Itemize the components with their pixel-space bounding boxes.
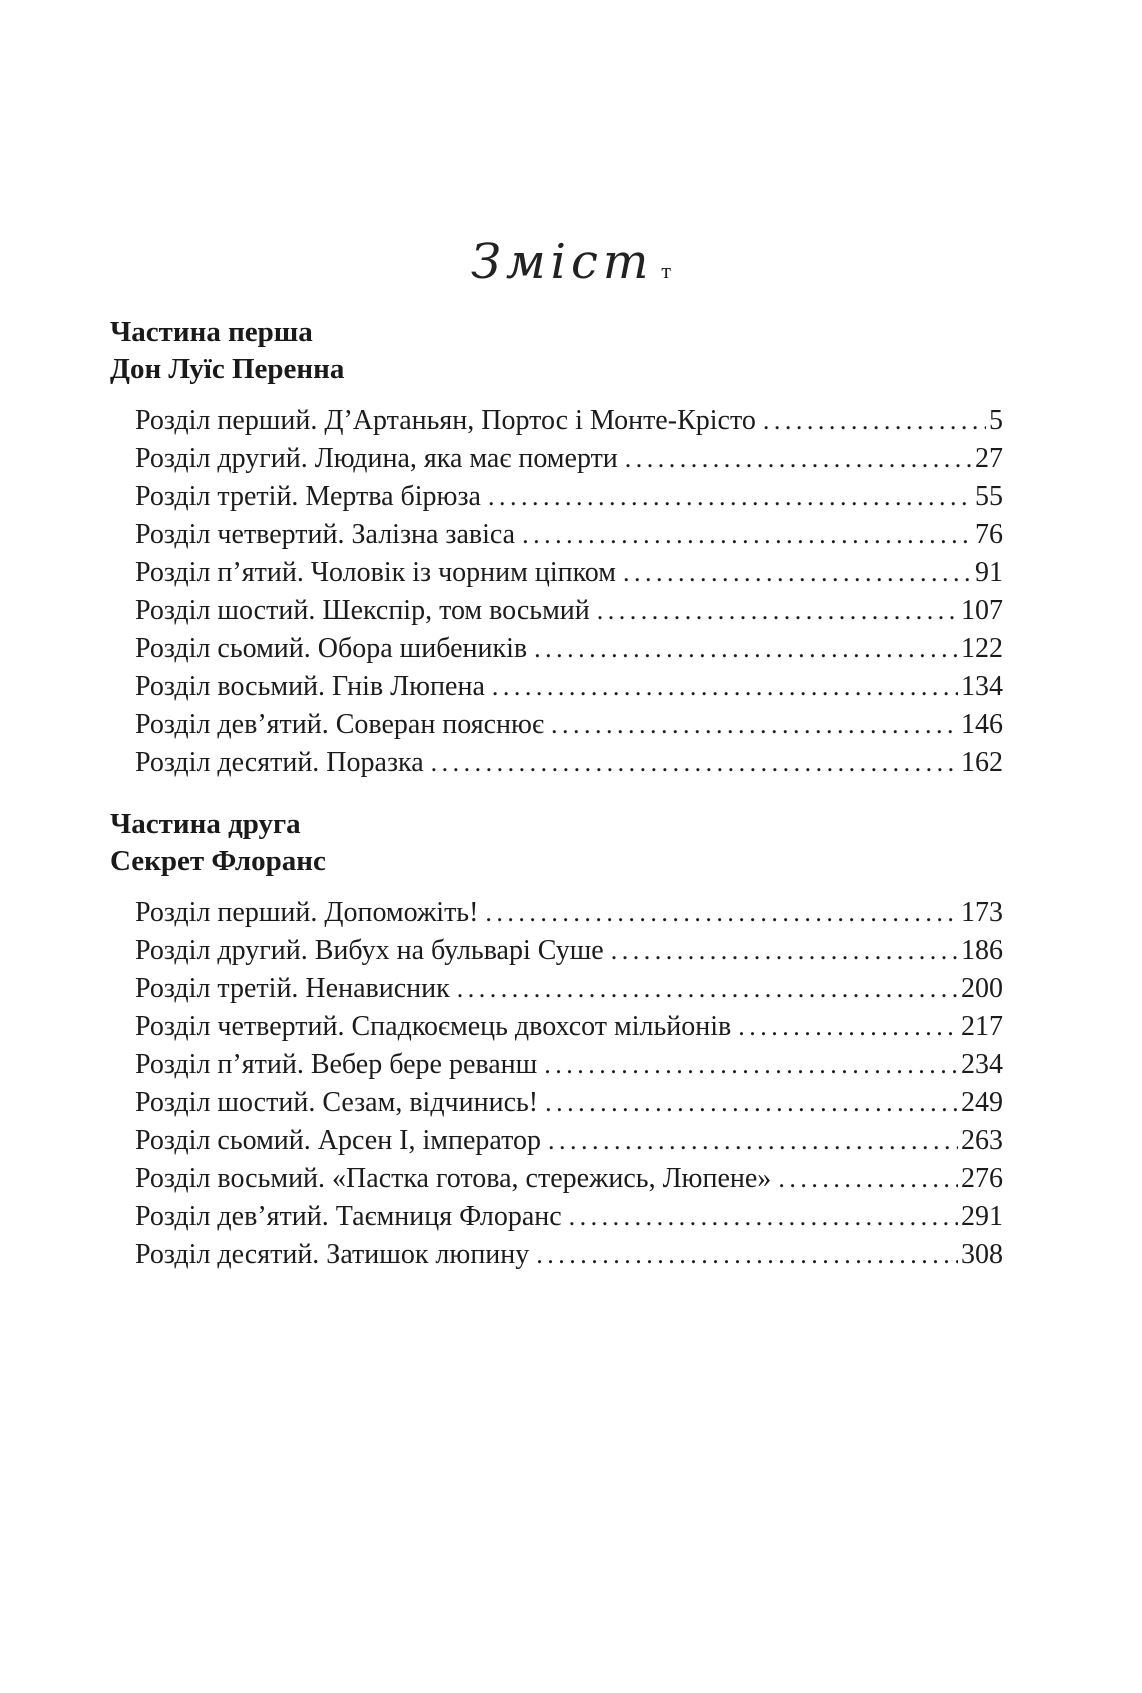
dot-leader: [569, 1198, 958, 1236]
entry-title: Розділ третій. Ненависник: [135, 973, 450, 1004]
entry-page-number: 91: [975, 557, 1003, 588]
toc-entry: [135, 402, 1003, 440]
dot-leader: [536, 1236, 958, 1274]
entry-title: Розділ четвертий. Спадкоємець двохсот мільйонів: [135, 1011, 732, 1042]
entry-title: Розділ п’ятий. Вебер бере реванш: [135, 1049, 538, 1080]
entry-title: Розділ десятий. Поразка: [135, 747, 424, 778]
entry-title: Розділ дев’ятий. Таємниця Флоранс: [135, 1201, 562, 1232]
dot-leader: [551, 706, 958, 744]
toc-section: [110, 806, 1003, 1274]
entry-title: Розділ перший. Д’Артаньян, Портос і Монте-Крісто: [135, 405, 756, 436]
entry-page-number: 162: [961, 747, 1003, 778]
dot-leader: [485, 894, 958, 932]
dot-leader: [431, 744, 958, 782]
section-heading-line1: Частина друга: [110, 808, 301, 840]
toc-entry: [135, 1122, 1003, 1160]
page-title-suffix: т: [661, 258, 672, 283]
entry-title: Розділ перший. Допоможіть!: [135, 897, 479, 928]
dot-leader: [548, 1122, 958, 1160]
entry-page-number: 134: [961, 671, 1003, 702]
dot-leader: [534, 630, 958, 668]
toc-entry: [135, 894, 1003, 932]
entry-title: Розділ другий. Вибух на бульварі Суше: [135, 935, 604, 966]
toc-entry: [135, 1084, 1003, 1122]
entry-title: Розділ сьомий. Арсен І, імператор: [135, 1125, 541, 1156]
entry-page-number: 308: [961, 1239, 1003, 1270]
page-title-script: Зміст: [470, 234, 654, 290]
toc-entry: [135, 1046, 1003, 1084]
entry-title: Розділ п’ятий. Чоловік із чорним ціпком: [135, 557, 616, 588]
dot-leader: [544, 1046, 958, 1084]
entry-page-number: 146: [961, 709, 1003, 740]
entry-page-number: 76: [975, 519, 1003, 550]
toc-entry: [135, 478, 1003, 516]
entry-title: Розділ дев’ятий. Соверан пояснює: [135, 709, 544, 740]
dot-leader: [457, 970, 958, 1008]
entry-title: Розділ сьомий. Обора шибеників: [135, 633, 528, 664]
entry-page-number: 276: [961, 1163, 1003, 1194]
entry-page-number: 5: [989, 405, 1003, 436]
dot-leader: [492, 668, 958, 706]
entry-title: Розділ третій. Мертва бірюза: [135, 481, 481, 512]
dot-leader: [738, 1008, 958, 1046]
entry-page-number: 27: [975, 443, 1003, 474]
section-entries: [110, 402, 1003, 782]
entry-page-number: 200: [961, 973, 1003, 1004]
toc-entry: [135, 932, 1003, 970]
dot-leader: [623, 554, 972, 592]
dot-leader: [611, 932, 958, 970]
toc-entry: [135, 1160, 1003, 1198]
entry-title: Розділ восьмий. Гнів Люпена: [135, 671, 485, 702]
entry-title: Розділ восьмий. «Пастка готова, стережись, Люпене»: [135, 1163, 772, 1194]
entry-title: Розділ шостий. Сезам, відчинись!: [135, 1087, 539, 1118]
toc-entry: [135, 1236, 1003, 1274]
toc-entry: [135, 668, 1003, 706]
toc-entry: [135, 744, 1003, 782]
toc-entry: [135, 630, 1003, 668]
dot-leader: [625, 440, 972, 478]
entry-title: Розділ другий. Людина, яка має померти: [135, 443, 618, 474]
section-heading-line1: Частина перша: [110, 316, 313, 348]
dot-leader: [545, 1084, 958, 1122]
toc-entry: [135, 970, 1003, 1008]
entry-page-number: 291: [961, 1201, 1003, 1232]
toc-entry: [135, 440, 1003, 478]
toc-entry: [135, 706, 1003, 744]
dot-leader: [597, 592, 958, 630]
entry-title: Розділ четвертий. Залізна завіса: [135, 519, 516, 550]
toc-sections: [110, 314, 1003, 1274]
toc-entry: [135, 592, 1003, 630]
entry-page-number: 107: [961, 595, 1003, 626]
section-heading: [110, 314, 1003, 388]
toc-entry: [135, 516, 1003, 554]
page-title: [0, 0, 1142, 290]
dot-leader: [522, 516, 972, 554]
entry-page-number: 234: [961, 1049, 1003, 1080]
section-heading: [110, 806, 1003, 880]
toc-entry: [135, 554, 1003, 592]
dot-leader: [488, 478, 972, 516]
entry-page-number: 173: [961, 897, 1003, 928]
section-heading-line2: Секрет Флоранс: [110, 845, 326, 877]
section-heading-line2: Дон Луїс Перенна: [110, 353, 345, 385]
dot-leader: [763, 402, 986, 440]
dot-leader: [778, 1160, 958, 1198]
entry-page-number: 186: [961, 935, 1003, 966]
toc-entry: [135, 1008, 1003, 1046]
entry-title: Розділ шостий. Шекспір, том восьмий: [135, 595, 590, 626]
entry-title: Розділ десятий. Затишок люпину: [135, 1239, 530, 1270]
toc-section: [110, 314, 1003, 782]
entry-page-number: 217: [961, 1011, 1003, 1042]
entry-page-number: 122: [961, 633, 1003, 664]
entry-page-number: 249: [961, 1087, 1003, 1118]
entry-page-number: 263: [961, 1125, 1003, 1156]
toc-entry: [135, 1198, 1003, 1236]
section-entries: [110, 894, 1003, 1274]
entry-page-number: 55: [975, 481, 1003, 512]
